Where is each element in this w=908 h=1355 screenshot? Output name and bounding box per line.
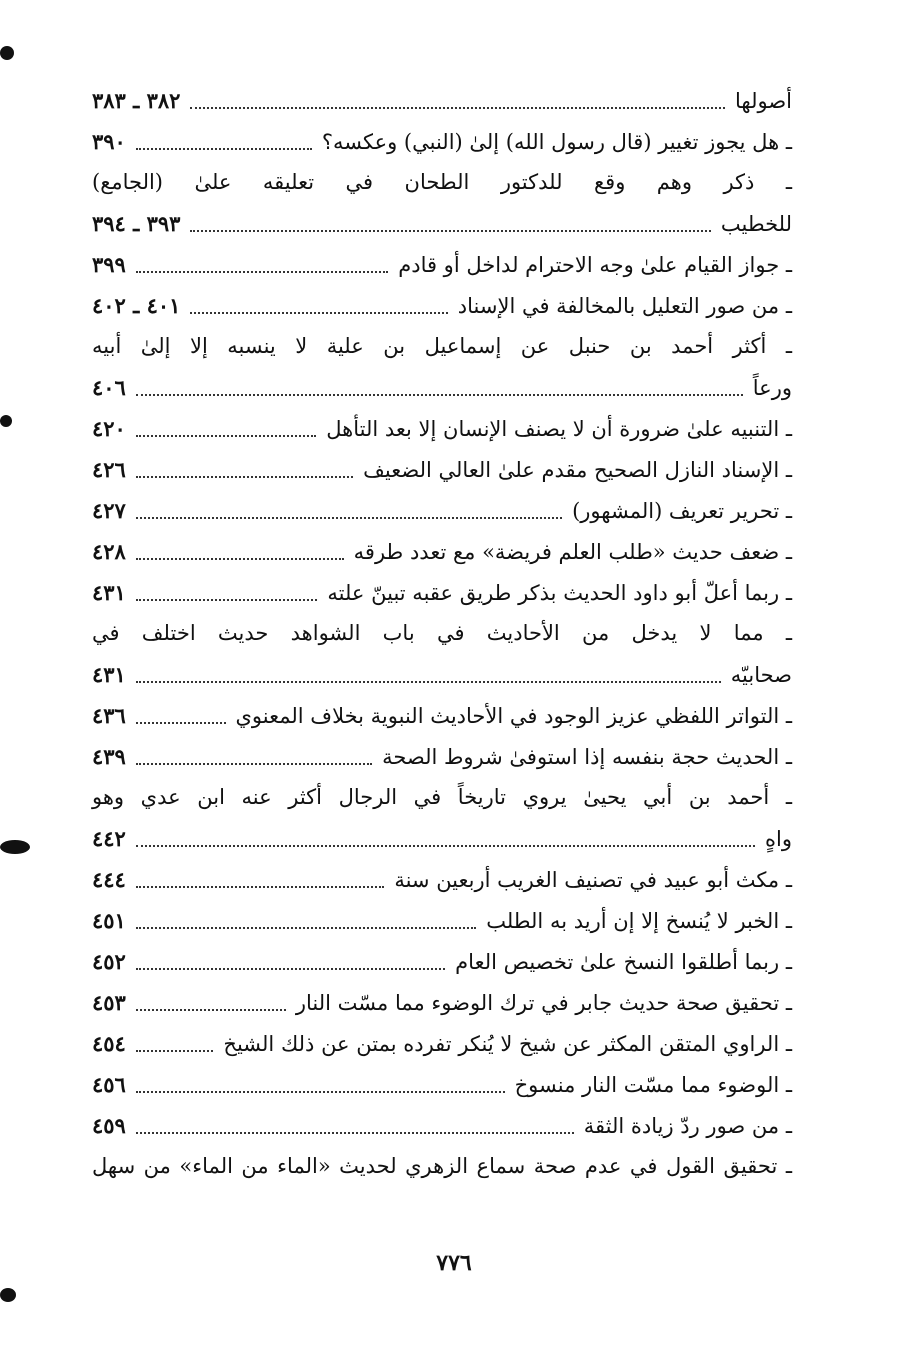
index-entry-continuation xyxy=(92,367,792,408)
entry-page-number: ٣٨٢ ـ ٣٨٣ xyxy=(92,88,181,113)
entry-text: ـ ضعف حديث «طلب العلم فريضة» مع تعدد طرقه xyxy=(353,540,792,564)
leader-dots xyxy=(190,107,725,109)
leader-dots xyxy=(136,435,316,437)
entry-text: ـ جواز القيام علىٰ وجه الاحترام لداخل أو قادم xyxy=(398,253,792,277)
entry-text: ـ الراوي المتقن المكثر عن شيخ لا يُنكر تفرده بمتن عن ذلك الشيخ xyxy=(223,1032,792,1056)
entry-page-number: ٤٢٧ xyxy=(92,498,126,523)
entry-page-number: ٤٥٤ xyxy=(92,1031,126,1056)
entry-page-number: ٤٤٢ xyxy=(92,826,126,851)
scan-mark xyxy=(0,1288,16,1302)
entry-text: ـ التواتر اللفظي عزيز الوجود في الأحاديث النبوية بخلاف المعنوي xyxy=(235,704,792,728)
leader-dots xyxy=(136,722,226,724)
entry-page-number: ٣٩٩ xyxy=(92,252,126,277)
index-entry-continuation xyxy=(92,818,792,859)
leader-dots xyxy=(136,148,312,150)
entry-page-number: ٤٠٦ xyxy=(92,375,126,400)
index-entry xyxy=(92,531,792,572)
entry-page-number: ٤٥٣ xyxy=(92,990,126,1015)
index-entry xyxy=(92,285,792,326)
index-entry xyxy=(92,326,792,367)
entry-text: ـ أحمد بن أبي يحيىٰ يروي تاريخاً في الرجال أكثر عنه ابن عدي وهو xyxy=(92,785,792,809)
leader-dots xyxy=(136,1050,214,1052)
entry-text: ـ الحديث حجة بنفسه إذا استوفىٰ شروط الصحة xyxy=(382,745,792,769)
index-entry xyxy=(92,982,792,1023)
entry-text: ـ تحرير تعريف (المشهور) xyxy=(572,499,792,523)
leader-dots xyxy=(136,1009,286,1011)
index-entry xyxy=(92,1146,792,1187)
entry-page-number: ٣٩٣ ـ ٣٩٤ xyxy=(92,211,181,236)
entry-text: ـ التنبيه علىٰ ضرورة أن لا يصنف الإنسان إلا بعد التأهل xyxy=(326,417,792,441)
scan-mark xyxy=(0,840,30,854)
leader-dots xyxy=(136,599,318,601)
leader-dots xyxy=(136,968,445,970)
entry-page-number: ٤٢٦ xyxy=(92,457,126,482)
entry-text: ـ الخبر لا يُنسخ إلا إن أريد به الطلب xyxy=(486,909,792,933)
entry-text: ـ الوضوء مما مسّت النار منسوخ xyxy=(514,1073,792,1097)
entry-text: ـ ربما أعلّ أبو داود الحديث بذكر طريق عقبه تبينّ علته xyxy=(327,581,792,605)
entry-page-number: ٤٥٦ xyxy=(92,1072,126,1097)
leader-dots xyxy=(136,1132,574,1134)
index-entry xyxy=(92,1023,792,1064)
entry-text: ـ من صور ردّ زيادة الثقة xyxy=(583,1114,792,1138)
entry-text: ـ تحقيق صحة حديث جابر في ترك الوضوء مما مسّت النار xyxy=(295,991,792,1015)
index-entry-continuation xyxy=(92,203,792,244)
entry-page-number: ٤٢٨ xyxy=(92,539,126,564)
leader-dots xyxy=(136,517,562,519)
entry-page-number: ٤٥٩ xyxy=(92,1113,126,1138)
index-entry xyxy=(92,572,792,613)
entry-page-number: ٤٢٠ xyxy=(92,416,126,441)
index-entry xyxy=(92,121,792,162)
leader-dots xyxy=(190,312,447,314)
entry-text: ورعاً xyxy=(752,376,792,400)
page-number: ٧٧٦ xyxy=(436,1250,472,1276)
index-entry xyxy=(92,490,792,531)
index-entry-continuation xyxy=(92,80,792,121)
index-entry xyxy=(92,408,792,449)
index-entry xyxy=(92,244,792,285)
entry-page-number: ٣٩٠ xyxy=(92,129,126,154)
index-page xyxy=(92,80,792,1187)
entry-page-number: ٤٥١ xyxy=(92,908,126,933)
leader-dots xyxy=(136,558,344,560)
leader-dots xyxy=(136,845,755,847)
entry-text: ـ مما لا يدخل من الأحاديث في باب الشواهد حديث اختلف في xyxy=(92,621,792,645)
entry-text: أصولها xyxy=(735,89,792,113)
entry-text: ـ من صور التعليل بالمخالفة في الإسناد xyxy=(457,294,792,318)
index-entry xyxy=(92,1064,792,1105)
entry-text: ـ الإسناد النازل الصحيح مقدم علىٰ العالي الضعيف xyxy=(363,458,792,482)
leader-dots xyxy=(136,886,384,888)
entry-page-number: ٤٠١ ـ ٤٠٢ xyxy=(92,293,181,318)
leader-dots xyxy=(190,230,710,232)
index-entry-continuation xyxy=(92,654,792,695)
index-entry xyxy=(92,695,792,736)
entry-page-number: ٤٣١ xyxy=(92,580,126,605)
index-entry xyxy=(92,941,792,982)
entry-text: ـ تحقيق القول في عدم صحة سماع الزهري لحديث «الماء من الماء» من سهل xyxy=(92,1154,792,1178)
leader-dots xyxy=(136,476,353,478)
index-entry xyxy=(92,736,792,777)
scan-mark xyxy=(0,46,14,60)
index-entry xyxy=(92,162,792,203)
leader-dots xyxy=(136,1091,505,1093)
entry-text: ـ ربما أطلقوا النسخ علىٰ تخصيص العام xyxy=(455,950,792,974)
index-entry xyxy=(92,1105,792,1146)
leader-dots xyxy=(136,927,476,929)
leader-dots xyxy=(136,681,721,683)
entry-text: صحابيّه xyxy=(730,663,792,687)
entry-text: ـ أكثر أحمد بن حنبل عن إسماعيل بن علية لا ينسبه إلا إلىٰ أبيه xyxy=(92,334,793,358)
scan-mark xyxy=(0,415,12,427)
entry-page-number: ٤٣٦ xyxy=(92,703,126,728)
entry-page-number: ٤٣١ xyxy=(92,662,126,687)
index-entry xyxy=(92,859,792,900)
index-entry xyxy=(92,777,792,818)
index-entry xyxy=(92,900,792,941)
entry-text: واهٍ xyxy=(765,827,792,851)
leader-dots xyxy=(136,271,388,273)
entry-page-number: ٤٥٢ xyxy=(92,949,126,974)
index-entry xyxy=(92,449,792,490)
entry-text: للخطيب xyxy=(720,212,792,236)
entry-page-number: ٤٣٩ xyxy=(92,744,126,769)
leader-dots xyxy=(136,763,372,765)
index-entry xyxy=(92,613,792,654)
entry-text: ـ مكث أبو عبيد في تصنيف الغريب أربعين سنة xyxy=(394,868,792,892)
entry-page-number: ٤٤٤ xyxy=(92,867,126,892)
entry-text: ـ ذكر وهم وقع للدكتور الطحان في تعليقه علىٰ (الجامع) xyxy=(92,170,792,194)
entry-text: ـ هل يجوز تغيير (قال رسول الله) إلىٰ (النبي) وعكسه؟ xyxy=(321,130,792,154)
leader-dots xyxy=(136,394,743,396)
